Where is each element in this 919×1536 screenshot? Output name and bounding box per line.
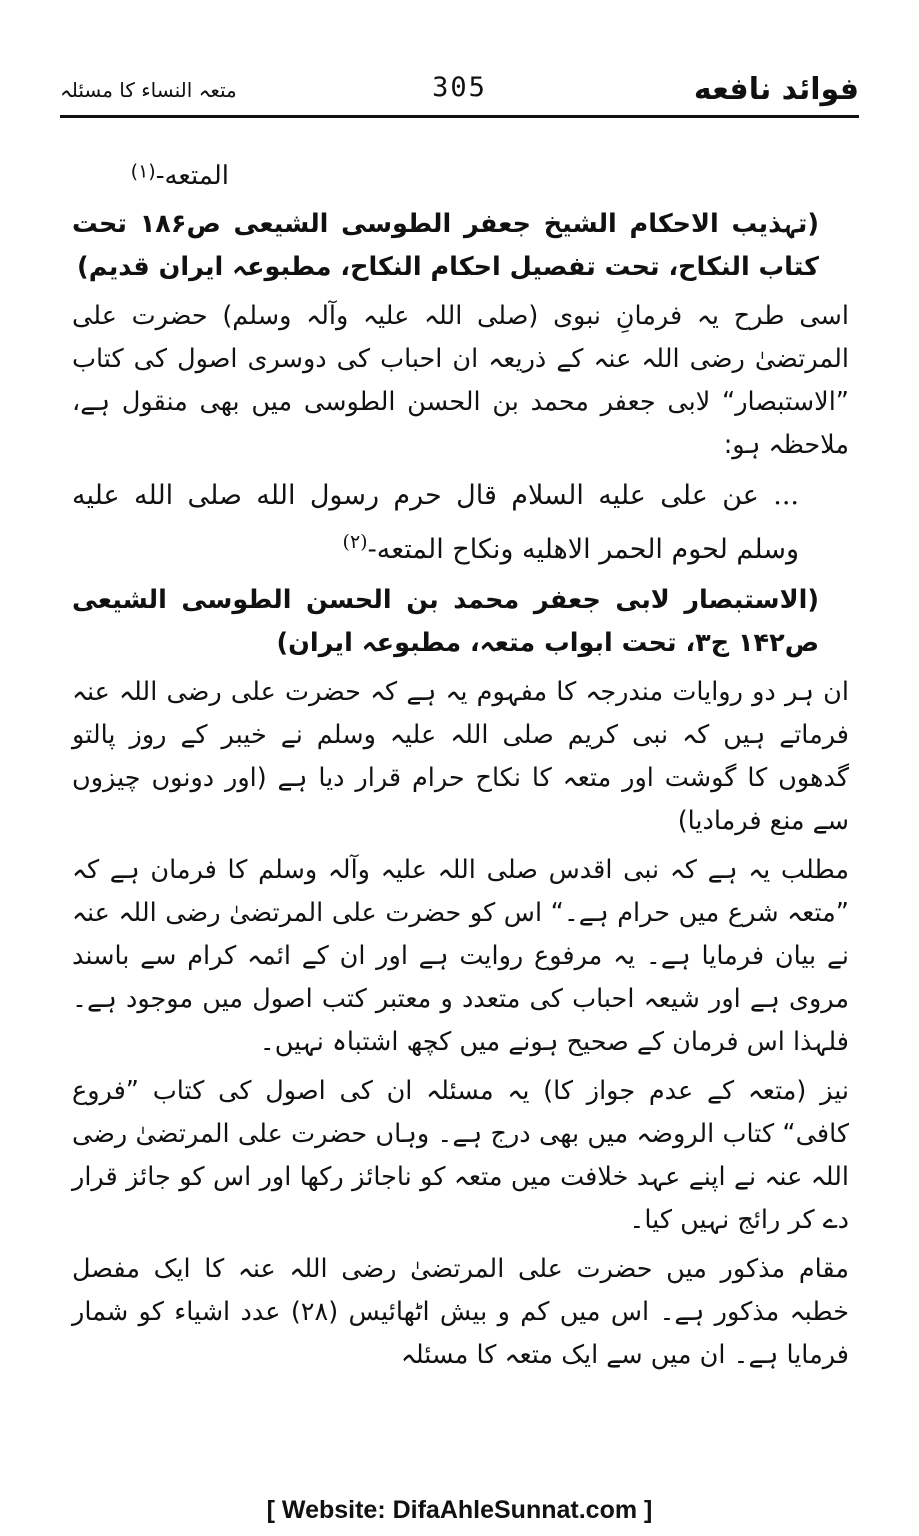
reference-citation: (تہذیب الاحکام الشیخ جعفر الطوسی الشیعی ص۱۸۶ تحت کتاب النکاح، تحت تفصیل احکام النکاح، مطبوعہ ایران قدیم) <box>72 209 819 282</box>
book-title: فوائد نافعه <box>693 72 859 107</box>
paragraph: مقام مذکور میں حضرت علی المرتضیٰ رضی اللہ عنہ کا ایک مفصل خطبہ مذکور ہے۔ اس میں کم و بیش اٹھائیس (۲۸) عدد اشیاء کو شمار فرمایا ہے۔ ان میں سے ایک متعہ کا مسئلہ <box>72 1254 849 1370</box>
paragraph: مطلب یہ ہے کہ نبی اقدس صلی اللہ علیہ وآلہ وسلم کا فرمان ہے کہ ”متعہ شرع میں حرام ہے۔“ اس کو حضرت علی المرتضیٰ رضی اللہ عنہ نے بیان فرمایا ہے۔ یہ مرفوع روایت ہے اور ان کے ائمہ کرام سے باسند مروی ہے اور شیعہ احباب کی متعدد و معتبر کتب اصول میں موجود ہے۔ فلہذا اس فرمان کے صحیح ہونے میں کچھ اشتباہ نہیں۔ <box>72 855 849 1057</box>
website-footer: [ Website: DifaAhleSunnat.com ] <box>266 1496 653 1524</box>
arabic-fragment: المتعه-(۱) <box>130 160 229 191</box>
footnote-marker: (۲) <box>342 531 368 553</box>
reference-citation: (الاستبصار لابی جعفر محمد بن الحسن الطوسی الشیعی ص۱۴۲ ج۳، تحت ابواب متعہ، مطبوعہ ایران) <box>72 585 819 658</box>
page-body <box>72 155 849 1383</box>
chapter-title: متعہ النساء کا مسئلہ <box>60 78 237 102</box>
paragraph: نیز (متعہ کے عدم جواز کا) یہ مسئلہ ان کی اصول کی کتاب ”فروع کافی“ کتاب الروضہ میں بھی درج ہے۔ وہاں حضرت علی المرتضیٰ رضی اللہ عنہ نے اپنے عہد خلافت میں متعہ کو ناجائز رکھا اور اس کو جائز قرار دے کر رائج نہیں کیا۔ <box>72 1076 849 1235</box>
page-number: 305 <box>432 72 487 103</box>
footnote-marker: (۱) <box>130 160 156 183</box>
paragraph: ان ہر دو روایات مندرجہ کا مفہوم یہ ہے کہ حضرت علی رضی اللہ عنہ فرماتے ہیں کہ نبی کریم صلی اللہ علیہ وسلم نے خیبر کے روز پالتو گدھوں کا گوشت اور متعہ کا نکاح حرام قرار دیا ہے (اور دونوں چیزوں سے منع فرمادیا) <box>72 677 849 836</box>
paragraph: اسی طرح یہ فرمانِ نبوی (صلی اللہ علیہ وآلہ وسلم) حضرت علی المرتضیٰ رضی اللہ عنہ کے ذریعہ ان احباب کی دوسری اصول کی کتاب ”الاستبصار“ لابی جعفر محمد بن الحسن الطوسی میں بھی منقول ہے، ملاحظہ ہو: <box>72 301 849 460</box>
arabic-quote: ... عن علی علیه السلام قال حرم رسول الله صلی الله علیه وسلم لحوم الحمر الاهلیه ونکاح المتعه-$^{(۲)}$ <box>72 480 799 565</box>
page-header <box>60 70 859 118</box>
